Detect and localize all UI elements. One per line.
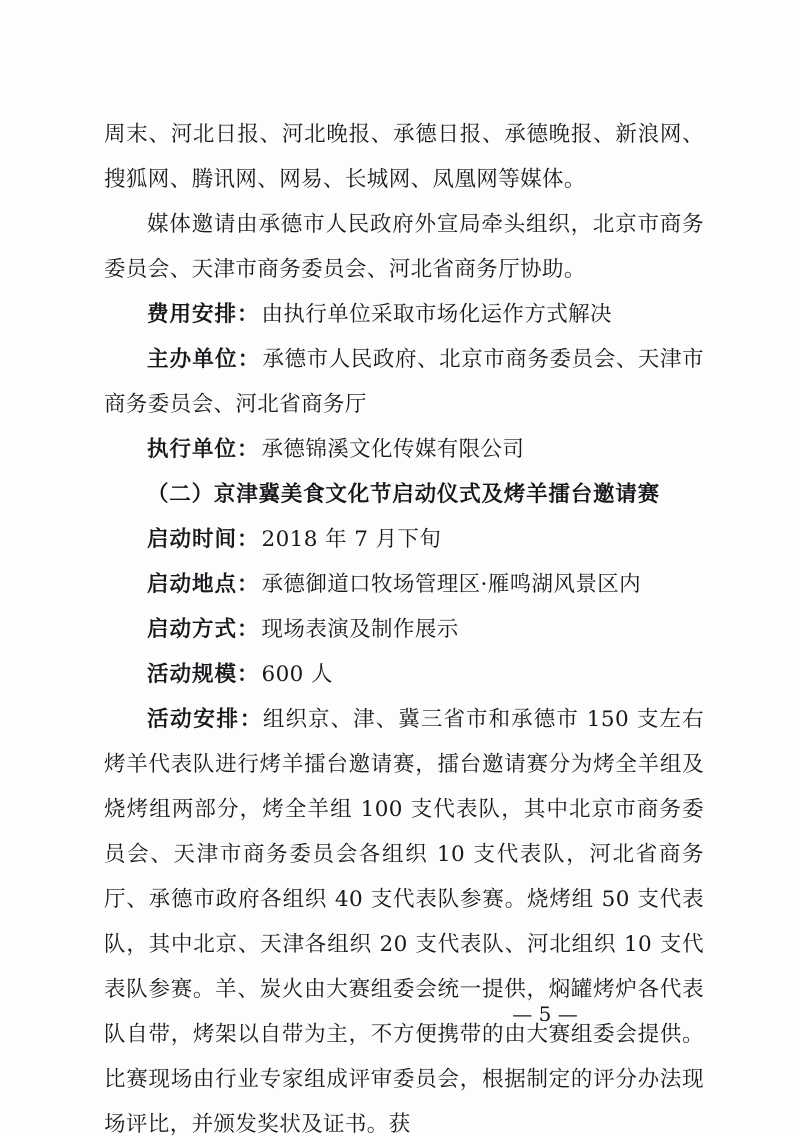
label-start-method: 启动方式： [147, 617, 260, 642]
value-cost-arrangement: 由执行单位采取市场化运作方式解决 [261, 302, 612, 327]
paragraph-event-scale [104, 652, 704, 697]
label-organizers: 主办单位： [147, 347, 261, 372]
value-organizers: 承德市人民政府、北京市商务委员会、天津市商务委员会、河北省商务厅 [104, 347, 704, 417]
paragraph-start-location [104, 562, 704, 607]
paragraph-executor [104, 427, 704, 472]
paragraph-start-time [104, 517, 704, 562]
value-executor: 承德锦溪文化传媒有限公司 [261, 437, 525, 462]
value-start-time: 2018 年 7 月下旬 [261, 527, 442, 552]
paragraph-media-list: 周末、河北日报、河北晚报、承德日报、承德晚报、新浪网、搜狐网、腾讯网、网易、长城网、凤凰网等媒体。 [104, 122, 704, 192]
label-start-time: 启动时间： [147, 527, 260, 552]
paragraph-event-arrangement [104, 697, 704, 1147]
paragraph-start-method [104, 607, 704, 652]
paragraph-organizers [104, 337, 704, 427]
label-cost-arrangement: 费用安排： [147, 302, 260, 327]
paragraph-cost-arrangement [104, 292, 704, 337]
value-start-method: 现场表演及制作展示 [261, 617, 459, 642]
document-body [104, 112, 704, 1147]
section-heading-two: （二）京津冀美食文化节启动仪式及烤羊擂台邀请赛 [147, 482, 660, 507]
value-event-arrangement: 组织京、津、冀三省市和承德市 150 支左右烤羊代表队进行烤羊擂台邀请赛，擂台邀请赛分为烤全羊组及烧烤组两部分，烤全羊组 100 支代表队，其中北京市商务委员会、天津市商务委员会各组织 10 支代表队，河北省商务厅、承德市政府各组织 40 支代表队参赛。烧烤组 50 支代表队，其中北京、天津各组织 20 支代表队、河北组织 10 支代表队参赛。羊、炭火由大赛组委会统一提供，焖罐烤炉各代表队自带，烤架以自带为主，不方便携带的由大赛组委会提供。比赛现场由行业专家组成评审委员会，根据制定的评分办法现场评比，并颁发奖状及证书。获 [104, 707, 704, 1137]
label-event-scale: 活动规模： [147, 662, 260, 687]
paragraph-media-invitation: 媒体邀请由承德市人民政府外宣局牵头组织，北京市商务委员会、天津市商务委员会、河北省商务厅协助。 [104, 212, 704, 282]
label-executor: 执行单位： [147, 437, 260, 462]
label-event-arrangement: 活动安排： [147, 707, 263, 732]
page-number: — 5 — [512, 1002, 578, 1026]
label-start-location: 启动地点： [147, 572, 260, 597]
value-start-location: 承德御道口牧场管理区·雁鸣湖风景区内 [261, 572, 642, 597]
value-event-scale: 600 人 [261, 662, 333, 687]
